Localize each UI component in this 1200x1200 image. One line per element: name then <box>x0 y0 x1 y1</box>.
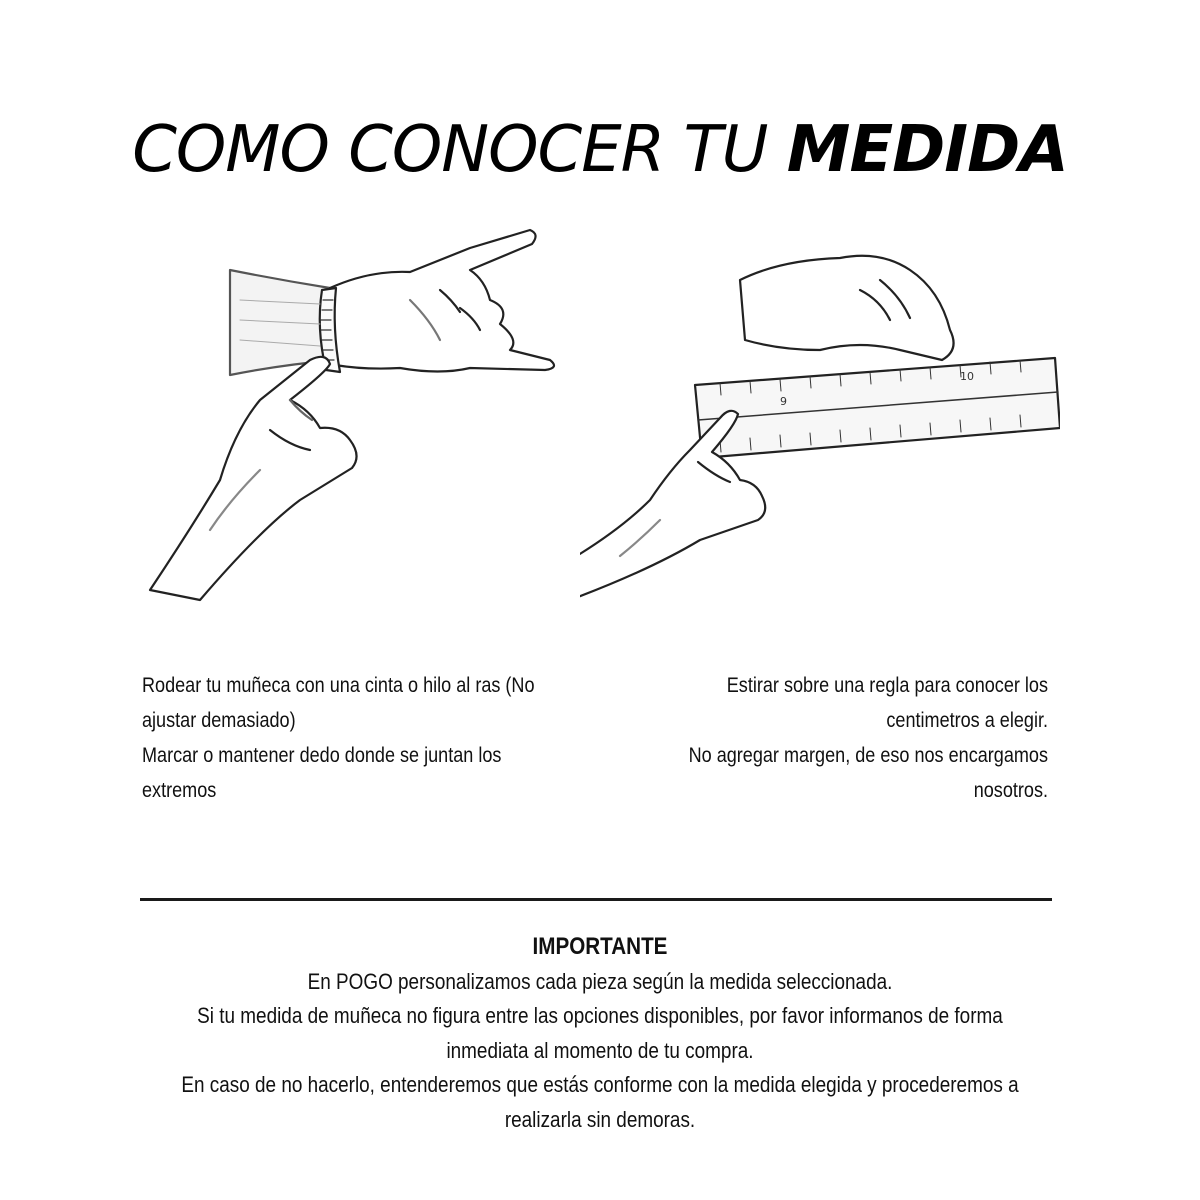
important-line2: Si tu medida de muñeca no figura entre las opciones disponibles, por favor informanos de forma inmediata al momento de tu compra. <box>197 1003 1003 1063</box>
important-line1: En POGO personalizamos cada pieza según la medida seleccionada. <box>307 968 893 994</box>
caption-left <box>142 668 546 808</box>
ruler-drawing <box>580 200 1060 620</box>
ruler-measuring-illustration <box>580 200 1060 620</box>
caption-left-line2: Marcar o mantener dedo donde se juntan los extremos <box>142 744 502 802</box>
title-part-bold: MEDIDA <box>786 113 1068 187</box>
ruler-label: 9 <box>780 395 787 408</box>
ruler-label: 10 <box>960 370 974 383</box>
important-line3: En caso de no hacerlo, entenderemos que estás conforme con la medida elegida y procederemos a realizarla sin demoras. <box>181 1072 1019 1132</box>
wrist-tape-drawing <box>140 200 620 620</box>
caption-right <box>644 668 1048 808</box>
page-title <box>0 113 1200 187</box>
important-heading: IMPORTANTE <box>532 933 668 960</box>
section-divider <box>140 898 1052 901</box>
important-notice <box>170 930 1030 1137</box>
wrist-measuring-tape-illustration <box>140 200 620 620</box>
caption-left-line1: Rodear tu muñeca con una cinta o hilo al ras (No ajustar demasiado) <box>142 674 535 732</box>
caption-right-line2: No agregar margen, de eso nos encargamos nosotros. <box>688 744 1048 802</box>
title-part-regular: COMO CONOCER TU <box>132 113 787 187</box>
caption-right-line1: Estirar sobre una regla para conocer los centimetros a elegir. <box>726 674 1048 732</box>
